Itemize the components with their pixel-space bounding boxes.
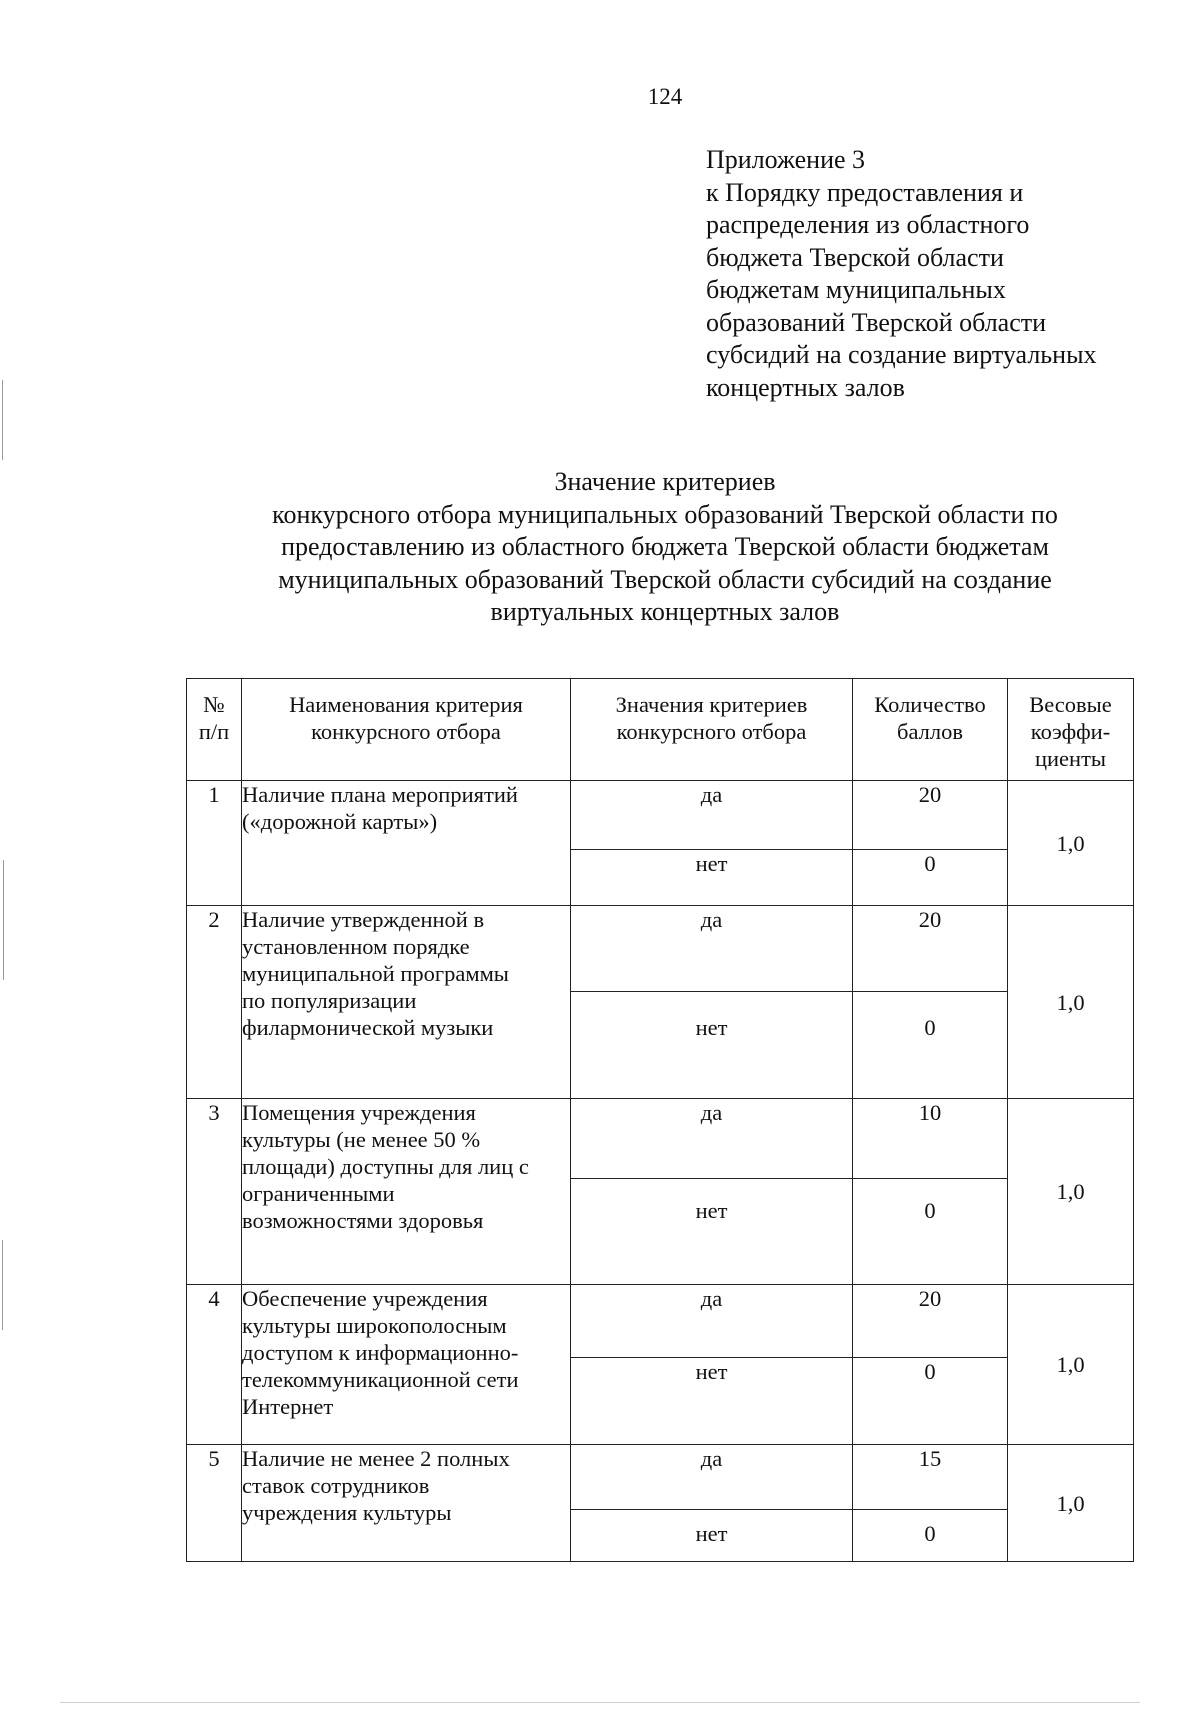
appendix-line: субсидий на создание виртуальных xyxy=(706,340,1097,369)
appendix-header xyxy=(706,144,1186,404)
table-row xyxy=(187,1285,1134,1358)
row-number: 2 xyxy=(187,906,242,1099)
document-title xyxy=(180,466,1150,629)
table-row xyxy=(187,1099,1134,1179)
points-value: 20 xyxy=(853,1285,1008,1358)
row-number: 3 xyxy=(187,1099,242,1285)
scan-edge-mark xyxy=(2,380,3,460)
row-number: 4 xyxy=(187,1285,242,1445)
table-row xyxy=(187,1445,1134,1510)
criterion-value: да xyxy=(571,906,853,992)
weight-coefficient: 1,0 xyxy=(1008,906,1134,1099)
points-value: 10 xyxy=(853,1099,1008,1179)
weight-coefficient: 1,0 xyxy=(1008,1445,1134,1562)
criterion-name: Помещения учреждения культуры (не менее 50 % площади) доступны для лиц с ограниченными возможностями здоровья xyxy=(242,1099,571,1285)
weight-coefficient: 1,0 xyxy=(1008,1099,1134,1285)
title-line: виртуальных концертных залов xyxy=(490,597,840,626)
points-value: 0 xyxy=(853,992,1008,1099)
criterion-value: нет xyxy=(571,1179,853,1285)
title-line: Значение критериев xyxy=(554,467,776,496)
criterion-value: да xyxy=(571,1285,853,1358)
row-number: 1 xyxy=(187,781,242,906)
points-value: 20 xyxy=(853,906,1008,992)
criterion-name: Наличие плана мероприятий («дорожной карты») xyxy=(242,781,571,906)
points-value: 15 xyxy=(853,1445,1008,1510)
header-num: № п/п xyxy=(187,679,242,781)
appendix-line: образований Тверской области xyxy=(706,307,1047,337)
points-value: 0 xyxy=(853,1358,1008,1445)
appendix-line: бюджетам муниципальных xyxy=(706,275,1006,304)
weight-coefficient: 1,0 xyxy=(1008,781,1134,906)
appendix-line: к Порядку предоставления и xyxy=(706,177,1024,207)
table-row xyxy=(187,781,1134,850)
criterion-name: Обеспечение учреждения культуры широкополосным доступом к информационно- телекоммуникационной сети Интернет xyxy=(242,1285,571,1445)
header-weight-coef: Весовые коэффи- циенты xyxy=(1008,679,1134,781)
criterion-name: Наличие не менее 2 полных ставок сотрудников учреждения культуры xyxy=(242,1445,571,1562)
appendix-line: концертных залов xyxy=(706,372,905,402)
appendix-line: бюджета Тверской области xyxy=(706,242,1004,272)
header-criterion-values: Значения критериев конкурсного отбора xyxy=(571,679,853,781)
page-number: 124 xyxy=(647,84,683,109)
row-number: 5 xyxy=(187,1445,242,1562)
points-value: 0 xyxy=(853,850,1008,906)
appendix-line: распределения из областного xyxy=(706,210,1030,239)
criterion-name: Наличие утвержденной в установленном порядке муниципальной программы по популяризации филармонической музыки xyxy=(242,906,571,1099)
criterion-value: да xyxy=(571,781,853,850)
scan-edge-mark xyxy=(3,860,4,980)
header-criterion-name: Наименования критерия конкурсного отбора xyxy=(242,679,571,781)
table-row xyxy=(187,906,1134,992)
title-line: муниципальных образований Тверской области субсидий на создание xyxy=(278,564,1052,594)
title-line: предоставлению из областного бюджета Тверской области бюджетам xyxy=(281,532,1049,561)
appendix-line: Приложение 3 xyxy=(706,145,866,174)
scan-bottom-mark xyxy=(60,1702,1140,1703)
criterion-value: нет xyxy=(571,1510,853,1562)
title-line: конкурсного отбора муниципальных образований Тверской области по xyxy=(272,499,1058,529)
criterion-value: да xyxy=(571,1099,853,1179)
criterion-value: нет xyxy=(571,850,853,906)
criterion-value: да xyxy=(571,1445,853,1510)
points-value: 0 xyxy=(853,1179,1008,1285)
points-value: 20 xyxy=(853,781,1008,850)
weight-coefficient: 1,0 xyxy=(1008,1285,1134,1445)
scan-edge-mark xyxy=(2,1240,3,1330)
criterion-value: нет xyxy=(571,992,853,1099)
criteria-table xyxy=(186,678,1134,1562)
criterion-value: нет xyxy=(571,1358,853,1445)
header-points: Количество баллов xyxy=(853,679,1008,781)
table-header-row xyxy=(187,679,1134,781)
points-value: 0 xyxy=(853,1510,1008,1562)
